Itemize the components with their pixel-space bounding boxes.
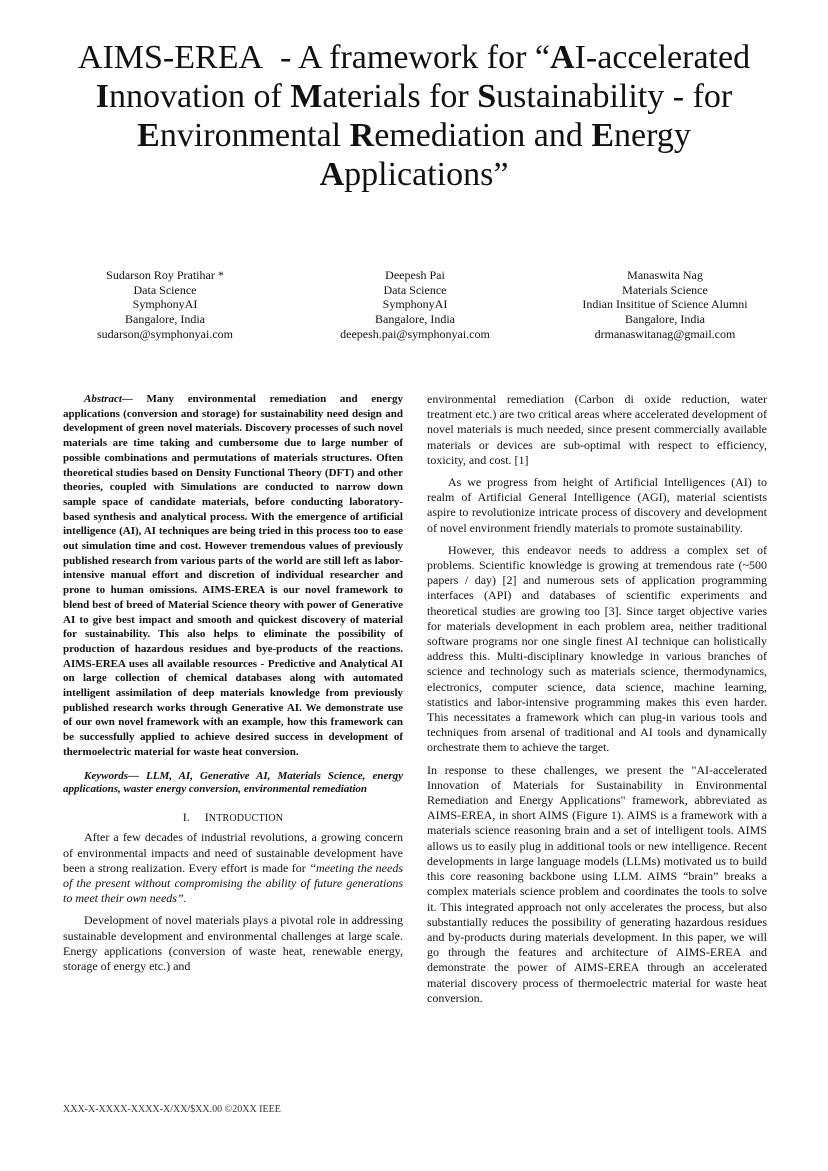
author-name: Deepesh Pai <box>385 268 445 282</box>
author-dept: Materials Science <box>622 282 708 297</box>
intro-paragraph-4: As we progress from height of Artificial Intelligences (AI) to realm of Artificial General Intelligence (AGI), material scientists aspire to revolutionize intricate process of discovery and development of novel environment friendly materials to promote sustainability. <box>427 475 767 535</box>
author-location: Bangalore, India <box>125 312 205 327</box>
author-org: SymphonyAI <box>132 297 198 312</box>
intro-paragraph-5: However, this endeavor needs to address a complex set of problems. Scientific knowledge is growing at tremendous rate (~500 papers / day) [2] and numerous sets of application programming interfaces (API) and databases of scientific experiments and theoretical studies are growing too [3]. Since target objective varies for materials development in each problem area, neither traditional software programs nor one single finest AI technique can holistically address this. Multi-disciplinary knowledge in various branches of science and technology such as materials science, thermodynamics, electronics, computer science, data science, machine learning, statistics and labor-intensive programming makes this even harder. This necessitates a framework which can plug-in various tools and techniques from arsenal of traditional and AI tools and dynamically orchestrate them to achieve the target. <box>427 542 767 755</box>
author-org: SymphonyAI <box>382 297 448 312</box>
paper-title <box>60 38 768 194</box>
author-name: Sudarson Roy Pratihar * <box>106 268 224 282</box>
keywords <box>63 770 403 798</box>
keywords-text: LLM, AI, Generative AI, Materials Science, energy applications, waster energy conversion, environmental remediation <box>63 769 403 796</box>
author-location: Bangalore, India <box>625 312 705 327</box>
author-block-1 <box>45 268 285 342</box>
abstract-label: Abstract— <box>84 393 133 405</box>
section-heading-introduction <box>63 810 403 826</box>
author-block-2 <box>295 268 535 342</box>
intro-paragraph-2: Development of novel materials plays a pivotal role in addressing sustainable development and environmental challenges at large scale. Energy applications (conversion of waste heat, renewable energy, storage of energy etc.) and <box>63 913 403 973</box>
copyright-footer: XXX-X-XXXX-XXXX-X/XX/$XX.00 ©20XX IEEE <box>63 1104 281 1115</box>
right-column <box>427 392 767 1006</box>
section-number: I. <box>182 810 190 825</box>
keywords-label: Keywords— <box>84 769 139 782</box>
author-dept: Data Science <box>133 282 197 297</box>
section-title-first: I <box>204 810 209 825</box>
intro-p1-text: After a few decades of industrial revolutions, a growing concern of environmental impacts and need of sustainable development have been a strong realization. Every effort is made for <box>63 830 403 875</box>
abstract <box>63 392 403 760</box>
title-line-1: AIMS-EREA - A framework for “AI-accelerated <box>77 39 751 76</box>
intro-paragraph-3: environmental remediation (Carbon di oxide reduction, water treatment etc.) are two critical areas where accelerated development of novel materials is much needed, since present commercially available materials or devices are sub-optimal with respect to efficiency, toxicity, and cost. [1] <box>427 392 767 467</box>
author-block-3 <box>545 268 785 342</box>
author-dept: Data Science <box>383 282 447 297</box>
author-email: sudarson@symphonyai.com <box>96 326 234 341</box>
title-line-3: Environmental Remediation and Energy <box>137 117 691 154</box>
intro-paragraph-1 <box>63 830 403 906</box>
intro-paragraph-6: In response to these challenges, we present the "AI-accelerated Innovation of Materials for Sustainability in Environmental Remediation and Energy Applications" framework, abbreviated as AIMS-EREA, in short AIMS (Figure 1). AIMS is a framework with a materials science reasoning brain and a set of intelligent tools. AIMS allows us to easily plug in additional tools or new intelligence. Recent developments in large language models (LLMs) motivated us to build this core reasoning backbone using LLM. AIMS “brain” breaks a complex materials science problem and coordinates the tools to solve it. This integrated approach not only accelerates the process, but also substantially reduces the possibility of generating hazardous residues and by-products during materials development. In this paper, we will go through the features and architecture of AIMS-EREA and demonstrate the power of AIMS-EREA through an accelerated material discovery process of thermoelectric material for waste heat conversion. <box>427 762 767 1005</box>
author-location: Bangalore, India <box>375 312 455 327</box>
left-column <box>63 392 403 974</box>
section-title-rest: NTRODUCTION <box>208 813 284 825</box>
author-email: drmanaswitanag@gmail.com <box>594 326 736 341</box>
author-name: Manaswita Nag <box>627 268 703 282</box>
abstract-text: Many environmental remediation and energy applications (conversion and storage) for sustainability need design and development of green novel materials. Discovery processes of such novel materials are time taking and cumbersome due to large number of possible combinations and permutations of materials structures. Often theoretical studies based on Density Functional Theory (DFT) and other theories, coupled with Simulations are conducted to narrow down sample space of candidate materials, before conducting laboratory-based synthesis and analytical process. With the emergence of artificial intelligence (AI), AI techniques are being tried in this process too to ease out simulation time and cost. However tremendous values of previously published research from various parts of the world are still left as labor-intensive manual effort and discretion of individual researcher and prone to human omissions. AIMS-EREA is our novel framework to blend best of breed of Material Science theory with power of Generative AI to give best impact and smooth and quickest discovery of material for sustainability. This also helps to eliminate the possibility of production of hazardous residues and bye-products of the reactions. AIMS-EREA uses all available resources - Predictive and Analytical AI on large collection of chemical databases along with automated intelligent assimilation of deep materials knowledge from previously published research works through Generative AI. We demonstrate use of our own novel framework with an example, how this framework can be successfully applied to achieve desired success in development of thermoelectric material for waste heat conversion. <box>63 393 403 758</box>
author-org: Indian Insititue of Science Alumni <box>582 297 748 312</box>
sustainability-quote: “meeting the needs of the present without compromising the ability of future generations to meet their own needs”. <box>63 860 403 906</box>
author-email: deepesh.pai@symphonyai.com <box>340 326 490 341</box>
title-line-4: Applications” <box>319 156 509 193</box>
title-line-2: Innovation of Materials for Sustainability - for <box>95 78 733 115</box>
